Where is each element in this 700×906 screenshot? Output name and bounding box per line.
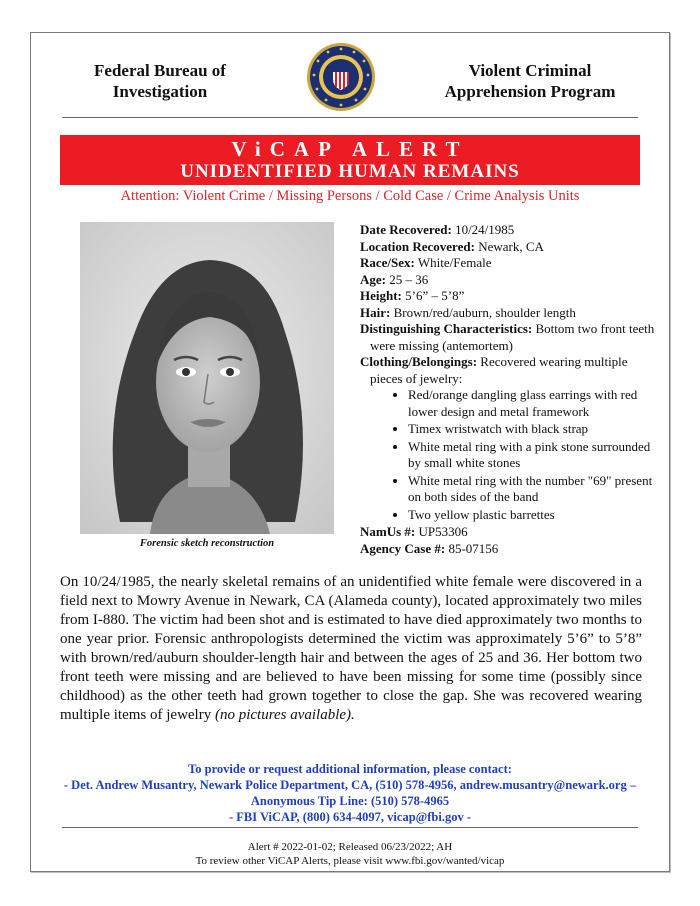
- header-agency-line1: Federal Bureau of: [94, 61, 226, 80]
- alert-banner: [60, 135, 640, 185]
- alert-number: Alert # 2022-01-02; Released 06/23/2022; AH: [247, 841, 453, 853]
- detail-label: Clothing/Belongings:: [360, 354, 478, 369]
- narrative-body: On 10/24/1985, the nearly skeletal remains of an unidentified white female were discovered in a field next to Mowry Avenue in Newark, CA (Alameda county), located approximately two miles from I-880. The victim had been shot and is estimated to have died approximately two months to one year prior. Forensic anthropologists determined the victim was approximately 5’6” to 5’8” with brown/red/auburn shoulder-length hair and between the ages of 25 and 36. Her bottom two front teeth were missing and are believed to have been missing for some time (possibly since childhood) as the other teeth had grown together to close the gap. She was recovered wearing multiple items of jewelry: [60, 574, 642, 723]
- detail-height: [360, 288, 660, 305]
- detail-value: 85-07156: [448, 540, 499, 556]
- header-divider: [62, 117, 638, 118]
- list-item: • White metal ring with a pink stone surrounded by small white stones: [408, 439, 660, 473]
- contact-info: [40, 761, 660, 825]
- detail-value: White/Female: [417, 255, 492, 270]
- detail-label: Location Recovered:: [360, 238, 475, 254]
- detail-value: Recovered wearing multiple pieces of jewelry:: [370, 354, 628, 386]
- header-agency-line2: Investigation: [112, 82, 208, 101]
- detail-clothing: [360, 354, 660, 387]
- victim-details: [360, 222, 660, 557]
- detail-label: Date Recovered:: [360, 222, 452, 237]
- detail-race-sex: [360, 255, 660, 272]
- detail-label: NamUs #:: [360, 524, 416, 539]
- detail-label: Age:: [360, 271, 386, 287]
- footer: [40, 840, 660, 868]
- banner-subtitle: UNIDENTIFIED HUMAN REMAINS: [180, 161, 520, 182]
- list-item: • Timex wristwatch with black strap: [408, 421, 660, 439]
- detail-namus: [360, 524, 660, 541]
- detail-distinguishing: [360, 321, 660, 354]
- detail-label: Race/Sex:: [360, 255, 415, 270]
- attention-line: Attention: Violent Crime / Missing Persons / Cold Case / Crime Analysis Units: [120, 188, 580, 204]
- vicap-website-note: To review other ViCAP Alerts, please visit www.fbi.gov/wanted/vicap: [195, 855, 505, 867]
- detail-agency-case: [360, 541, 660, 558]
- contact-detective: - Det. Andrew Musantry, Newark Police Department, CA, (510) 578-4956, andrew.musantry@newark.org –: [63, 778, 637, 792]
- detail-value: Newark, CA: [478, 238, 544, 254]
- contact-heading: To provide or request additional information, please contact:: [188, 762, 512, 776]
- narrative-note: (no pictures available).: [214, 707, 355, 723]
- detail-location: [360, 239, 660, 256]
- banner-title: ViCAP ALERT: [231, 137, 469, 161]
- detail-label: Agency Case #:: [360, 540, 446, 556]
- detail-label: Distinguishing Characteristics:: [360, 321, 533, 336]
- contact-fbi-vicap: - FBI ViCAP, (800) 634-4097, vicap@fbi.gov -: [228, 810, 472, 824]
- forensic-sketch-image: [80, 222, 334, 534]
- list-item: • Two yellow plastic barrettes: [408, 507, 660, 525]
- detail-value: 5’6” – 5’8”: [405, 288, 465, 303]
- header-program-line1: Violent Criminal: [468, 61, 592, 80]
- list-item: • White metal ring with the number "69" present on both sides of the band: [408, 473, 660, 507]
- jewelry-list: [360, 387, 660, 524]
- detail-label: Height:: [360, 288, 402, 303]
- detail-date: [360, 222, 660, 239]
- contact-tip-line: Anonymous Tip Line: (510) 578-4965: [250, 794, 450, 808]
- detail-value: 25 – 36: [389, 271, 429, 287]
- header-program: [430, 60, 630, 102]
- fbi-seal-icon: [306, 42, 376, 112]
- detail-value: Bottom two front teeth were missing (antemortem): [370, 321, 655, 353]
- list-item: • Red/orange dangling glass earrings with red lower design and metal framework: [408, 387, 660, 421]
- header-agency: [60, 60, 260, 102]
- photo-caption: Forensic sketch reconstruction: [139, 538, 275, 549]
- detail-hair: [360, 305, 660, 322]
- detail-value: Brown/red/auburn, shoulder length: [393, 304, 576, 320]
- case-narrative: [60, 573, 642, 725]
- detail-value: UP53306: [418, 524, 468, 539]
- detail-age: [360, 272, 660, 289]
- footer-divider: [62, 827, 638, 828]
- header-program-line2: Apprehension Program: [444, 82, 616, 101]
- detail-value: 10/24/1985: [455, 222, 515, 237]
- detail-label: Hair:: [360, 304, 391, 320]
